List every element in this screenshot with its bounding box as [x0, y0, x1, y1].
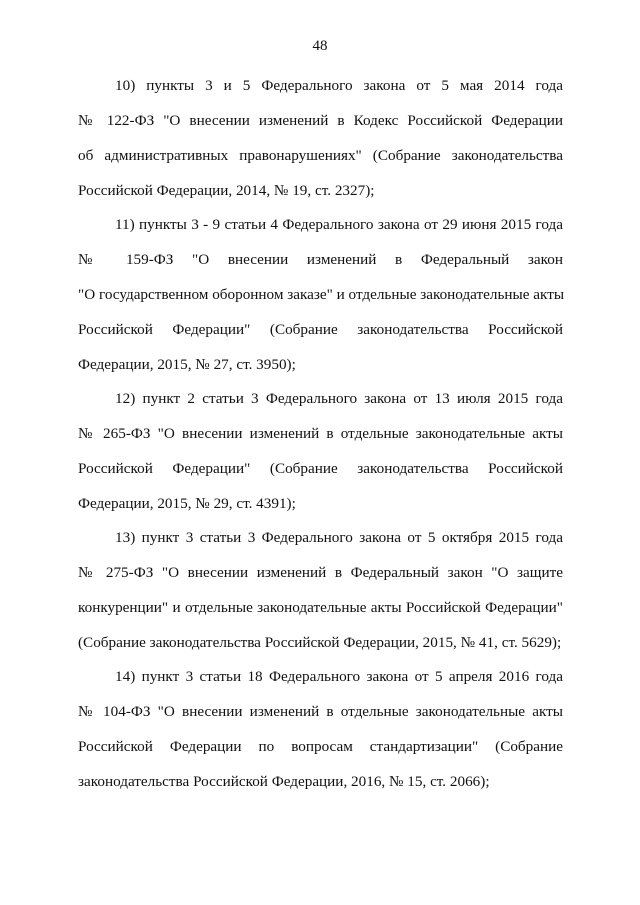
item-13-line-2: № 275-ФЗ "О внесении изменений в Федеральный закон "О защите — [78, 564, 563, 581]
item-10-line-2: № 122-ФЗ "О внесении изменений в Кодекс Российской Федерации — [78, 112, 563, 129]
item-10-line-4: Российской Федерации, 2014, № 19, ст. 2327); — [78, 182, 375, 199]
item-11-line-1: 11) пункты 3 - 9 статьи 4 Федерального закона от 29 июня 2015 года — [115, 216, 563, 233]
page-number: 48 — [312, 38, 328, 54]
item-13-line-3: конкуренции" и отдельные законодательные акты Российской Федерации" — [78, 599, 563, 616]
item-13-line-1: 13) пункт 3 статьи 3 Федерального закона от 5 октября 2015 года — [115, 529, 563, 546]
item-12-line-2: № 265-ФЗ "О внесении изменений в отдельные законодательные акты — [78, 425, 563, 442]
item-14-line-1: 14) пункт 3 статьи 18 Федерального закона от 5 апреля 2016 года — [115, 668, 563, 685]
item-12-line-4: Федерации, 2015, № 29, ст. 4391); — [78, 495, 296, 512]
item-11-line-5: Федерации, 2015, № 27, ст. 3950); — [78, 356, 296, 373]
item-13-line-4: (Собрание законодательства Российской Федерации, 2015, № 41, ст. 5629); — [78, 634, 562, 651]
item-14-line-3: Российской Федерации по вопросам стандартизации" (Собрание — [78, 738, 563, 755]
item-10-line-3: об административных правонарушениях" (Собрание законодательства — [78, 147, 563, 164]
item-12-line-3: Российской Федерации" (Собрание законодательства Российской — [78, 460, 563, 477]
item-14-line-4: законодательства Российской Федерации, 2016, № 15, ст. 2066); — [78, 773, 490, 790]
item-14-line-2: № 104-ФЗ "О внесении изменений в отдельные законодательные акты — [78, 703, 563, 720]
item-10-line-1: 10) пункты 3 и 5 Федерального закона от 5 мая 2014 года — [115, 77, 563, 94]
item-12-line-1: 12) пункт 2 статьи 3 Федерального закона от 13 июля 2015 года — [115, 390, 563, 407]
item-11-line-3: "О государственном оборонном заказе" и отдельные законодательные акты — [78, 286, 565, 303]
item-11-line-2: № 159-ФЗ "О внесении изменений в Федеральный закон — [78, 251, 563, 268]
item-11-line-4: Российской Федерации" (Собрание законодательства Российской — [78, 321, 563, 338]
